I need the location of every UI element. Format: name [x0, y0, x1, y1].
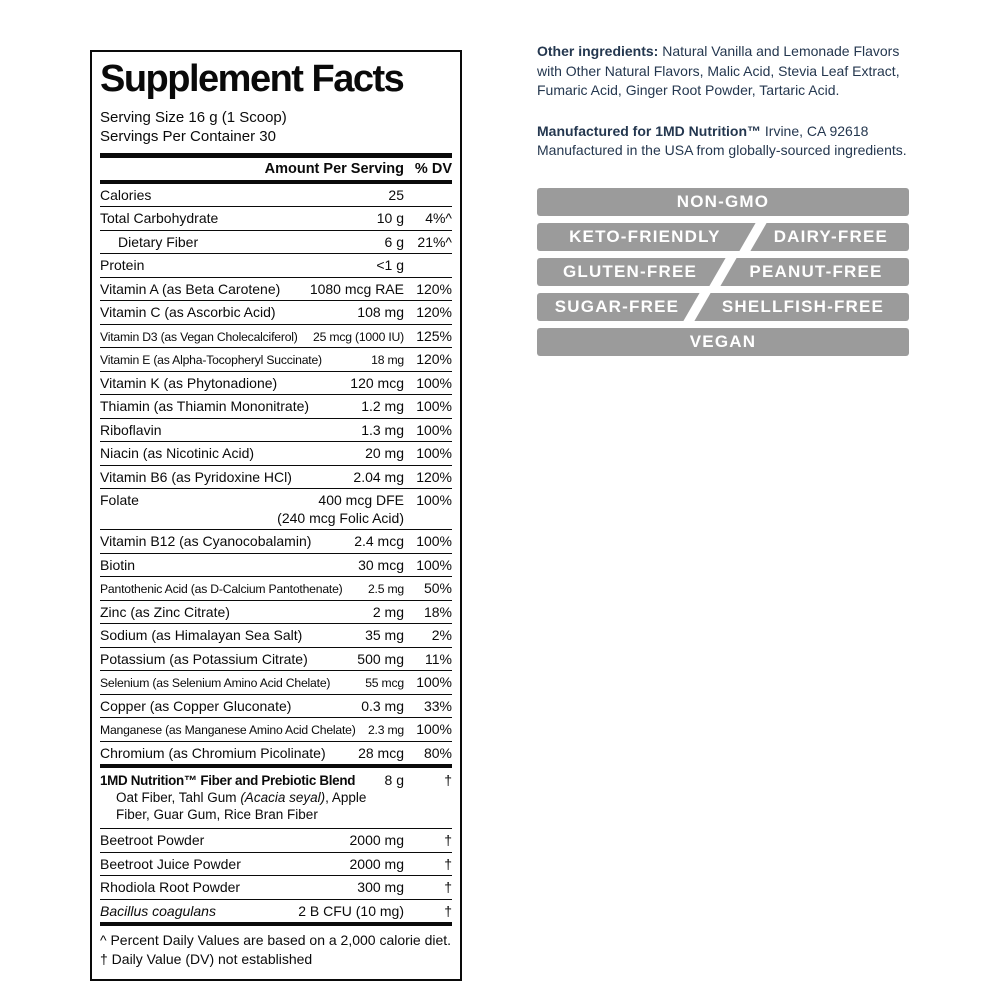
nutrient-amount	[365, 627, 404, 645]
badge-label-shellfish-free: SHELLFISH-FREE	[721, 296, 885, 316]
nutrient-name: Sodium (as Himalayan Sea Salt)	[100, 627, 303, 644]
nutrient-amount-main: 55 mcg	[365, 676, 404, 691]
nutrient-name: Manganese (as Manganese Amino Acid Chelate)	[100, 723, 356, 738]
nutrient-row	[100, 600, 452, 624]
nutrient-amount-main: 30 mcg	[358, 556, 404, 573]
nutrient-row	[100, 670, 452, 694]
nutrient-amount-main: 2.04 mg	[353, 468, 404, 485]
nutrient-name: Vitamin C (as Ascorbic Acid)	[100, 304, 276, 321]
nutrient-name: Zinc (as Zinc Citrate)	[100, 603, 230, 620]
badge-label-peanut-free: PEANUT-FREE	[749, 261, 883, 281]
certification-badges	[537, 188, 909, 356]
nutrient-name: Vitamin E (as Alpha-Tocopheryl Succinate)	[100, 353, 322, 368]
nutrient-dv: 120%	[416, 351, 452, 368]
manufactured-for-bold: Manufactured for 1MD Nutrition™	[537, 122, 761, 139]
nutrient-name: Vitamin A (as Beta Carotene)	[100, 280, 281, 297]
badge-label-sugar-free: SUGAR-FREE	[554, 296, 680, 316]
serving-size: Serving Size 16 g (1 Scoop)	[100, 108, 287, 126]
nutrient-row	[100, 277, 452, 301]
nutrient-row	[100, 206, 452, 230]
nutrient-amount	[388, 187, 404, 205]
nutrient-amount	[376, 257, 404, 275]
nutrient-row	[100, 852, 452, 876]
nutrient-name: Vitamin K (as Phytonadione)	[100, 374, 278, 391]
other-ingredients-paragraph	[537, 42, 909, 101]
nutrient-amount-main: 0.3 mg	[361, 697, 404, 714]
nutrient-dv: 50%	[423, 580, 452, 597]
nutrient-row	[100, 418, 452, 442]
nutrient-amount: 2000 mg	[349, 855, 404, 872]
nutrient-name: Vitamin B6 (as Pyridoxine HCl)	[100, 468, 292, 485]
nutrient-amount: 2 B CFU (10 mg)	[298, 902, 404, 919]
nutrient-amount-main: 108 mg	[357, 304, 404, 321]
column-header-row	[100, 158, 452, 180]
nutrient-amount	[358, 745, 404, 763]
nutrient-row	[100, 875, 452, 899]
nutrient-name: Potassium (as Potassium Citrate)	[100, 650, 308, 667]
nutrient-dv: 11%	[425, 650, 452, 667]
nutrient-dv: 100%	[416, 721, 452, 738]
nutrient-amount: 2000 mg	[349, 832, 404, 849]
nutrient-row	[100, 441, 452, 465]
nutrient-amount	[357, 651, 404, 669]
blend-ingredients-latin: (Acacia seyal)	[240, 790, 326, 806]
blend-name: 1MD Nutrition™ Fiber and Prebiotic Blend	[100, 773, 356, 789]
nutrient-row	[100, 623, 452, 647]
nutrient-name: Total Carbohydrate	[100, 210, 219, 227]
nutrient-name: Biotin	[100, 556, 136, 573]
nutrient-dv: 80%	[423, 744, 452, 761]
nutrient-amount-main: 35 mg	[365, 627, 404, 644]
footnotes	[100, 926, 452, 969]
nutrient-name: Chromium (as Chromium Picolinate)	[100, 744, 326, 761]
nutrient-amount-main: 20 mg	[365, 445, 404, 462]
nutrient-dv: 100%	[416, 492, 452, 509]
badge-label-keto-friendly: KETO-FRIENDLY	[569, 226, 721, 246]
nutrient-amount	[371, 353, 404, 368]
nutrient-row	[100, 529, 452, 553]
nutrient-amount-main: 500 mg	[357, 650, 404, 667]
nutrient-dv: 100%	[416, 556, 452, 573]
nutrient-row	[100, 741, 452, 765]
blend-section	[100, 768, 452, 922]
nutrient-amount-main: 2.5 mg	[367, 582, 404, 597]
nutrient-name: Rhodiola Root Powder	[100, 879, 241, 896]
nutrient-row	[100, 371, 452, 395]
nutrient-name: Folate	[100, 492, 139, 509]
nutrient-row	[100, 899, 452, 923]
nutrient-amount	[365, 676, 404, 691]
nutrient-row	[100, 230, 452, 254]
badge-label: VEGAN	[689, 331, 757, 351]
nutrient-row	[100, 576, 452, 600]
nutrient-amount-main: 6 g	[384, 233, 404, 250]
nutrient-amount	[358, 557, 404, 575]
badge-keto-dairy	[537, 223, 909, 251]
nutrient-amount-main: 10 g	[376, 210, 404, 227]
manufactured-for-rest: Irvine, CA 92618	[761, 122, 869, 139]
nutrient-amount	[357, 304, 404, 322]
footnote-daily-values: ^ Percent Daily Values are based on a 2,000 calorie diet.	[100, 932, 452, 949]
nutrient-dv: 120%	[416, 280, 452, 297]
nutrient-amount-main: 28 mcg	[358, 744, 404, 761]
nutrient-dv: †	[444, 855, 452, 872]
nutrient-dv: 100%	[416, 398, 452, 415]
nutrient-name: Copper (as Copper Gluconate)	[100, 697, 292, 714]
nutrient-dv: 100%	[416, 674, 452, 691]
nutrient-name: Beetroot Juice Powder	[100, 855, 241, 872]
nutrient-amount	[361, 422, 404, 440]
nutrient-amount	[368, 723, 404, 738]
nutrient-dv: †	[444, 832, 452, 849]
nutrient-amount-main: 1.3 mg	[361, 421, 404, 438]
right-column	[537, 42, 909, 356]
nutrient-dv: 21%^	[417, 233, 452, 250]
nutrient-amount	[353, 469, 404, 487]
made-in-usa-line: Manufactured in the USA from globally-sourced ingredients.	[537, 142, 907, 159]
nutrient-name: Bacillus coagulans	[100, 902, 216, 919]
badge-label-gluten-free: GLUTEN-FREE	[562, 261, 698, 281]
nutrient-dv: 100%	[416, 374, 452, 391]
nutrient-amount-main: 2 mg	[372, 603, 404, 620]
nutrient-name: Niacin (as Nicotinic Acid)	[100, 445, 255, 462]
blend-row	[100, 768, 452, 790]
blend-ingredients	[100, 790, 388, 828]
nutrient-dv: 125%	[416, 327, 452, 344]
badge-sugar-shellfish	[537, 293, 909, 321]
nutrient-amount	[361, 398, 404, 416]
nutrient-row	[100, 465, 452, 489]
nutrient-amount-sub: (240 mcg Folic Acid)	[277, 509, 404, 526]
nutrient-amount-main: 1.2 mg	[361, 398, 404, 415]
nutrient-dv: 18%	[423, 603, 452, 620]
nutrient-row	[100, 717, 452, 741]
manufactured-for-line	[537, 123, 868, 139]
nutrient-name: Vitamin D3 (as Vegan Cholecalciferol)	[100, 329, 298, 344]
nutrient-amount	[277, 492, 404, 527]
blend-ingredients-pre: Oat Fiber, Tahl Gum	[116, 790, 241, 806]
nutrient-dv: †	[444, 879, 452, 896]
nutrient-amount-main: 2.3 mg	[367, 723, 404, 738]
nutrient-amount	[354, 533, 404, 551]
nutrient-row	[100, 553, 452, 577]
nutrient-amount	[385, 234, 404, 252]
other-ingredients-text: Natural Vanilla and Lemonade Flavors with Other Natural Flavors, Malic Acid, Stevia Leaf Extract, Fumaric Acid, Ginger Root Powder, Tartaric Acid.	[537, 43, 900, 99]
badge-label-dairy-free: DAIRY-FREE	[773, 226, 889, 246]
nutrient-name: Calories	[100, 186, 152, 203]
servings-per-container: Servings Per Container 30	[100, 128, 276, 146]
extra-rows	[100, 828, 452, 922]
nutrient-amount: 300 mg	[357, 879, 404, 896]
nutrient-name: Pantothenic Acid (as D-Calcium Pantothenate)	[100, 582, 343, 597]
badge-vegan	[537, 328, 909, 356]
nutrient-name: Beetroot Powder	[100, 832, 205, 849]
nutrient-dv: 2%	[431, 627, 452, 644]
nutrient-name: Thiamin (as Thiamin Mononitrate)	[100, 398, 310, 415]
other-ingredients-label: Other ingredients:	[537, 43, 659, 59]
nutrient-dv: 120%	[416, 304, 452, 321]
nutrient-dv: 120%	[416, 468, 452, 485]
nutrient-row	[100, 300, 452, 324]
badge-label: NON-GMO	[676, 191, 770, 211]
blend-ingredients-post: , Apple Fiber, Guar Gum, Rice Bran Fiber	[116, 790, 367, 823]
nutrient-amount	[373, 604, 404, 622]
nutrient-row	[100, 394, 452, 418]
nutrient-dv: 100%	[416, 533, 452, 550]
nutrient-amount-main: 25	[388, 186, 404, 203]
nutrient-rows	[100, 184, 452, 765]
nutrient-dv: 100%	[416, 421, 452, 438]
nutrient-row	[100, 324, 452, 348]
nutrient-row	[100, 647, 452, 671]
facts-title: Supplement Facts	[100, 58, 404, 100]
nutrient-name: Vitamin B12 (as Cyanocobalamin)	[100, 533, 312, 550]
nutrient-amount	[313, 330, 404, 345]
nutrient-name: Dietary Fiber	[118, 233, 199, 250]
footnote-dv-not-established: † Daily Value (DV) not established	[100, 951, 313, 968]
nutrient-amount-main: 1080 mcg RAE	[309, 280, 404, 297]
nutrient-amount	[350, 375, 404, 393]
nutrient-row	[100, 184, 452, 207]
dv-column-header: % DV	[414, 160, 452, 177]
blend-amount: 8 g	[384, 772, 404, 789]
nutrient-amount	[377, 210, 404, 228]
nutrient-amount-main: 400 mcg DFE	[318, 492, 404, 509]
nutrient-dv: †	[444, 902, 452, 919]
nutrient-row	[100, 253, 452, 277]
nutrient-row	[100, 347, 452, 371]
nutrient-amount	[368, 582, 404, 597]
nutrient-amount	[365, 445, 404, 463]
nutrient-row	[100, 694, 452, 718]
nutrient-amount-main: 2.4 mcg	[354, 533, 404, 550]
supplement-facts-panel	[90, 50, 462, 981]
nutrient-amount	[361, 698, 404, 716]
nutrient-amount-main: 120 mcg	[350, 374, 404, 391]
nutrient-dv: 100%	[416, 445, 452, 462]
nutrient-amount	[310, 281, 404, 299]
blend-dv: †	[444, 772, 452, 789]
nutrient-dv: 33%	[423, 697, 452, 714]
nutrient-name: Riboflavin	[100, 421, 162, 438]
nutrient-row	[100, 488, 452, 529]
nutrient-amount-main: 25 mcg (1000 IU)	[313, 329, 404, 344]
nutrient-amount-main: <1 g	[376, 257, 404, 274]
amount-column-header: Amount Per Serving	[264, 160, 404, 177]
nutrient-name: Selenium (as Selenium Amino Acid Chelate)	[100, 676, 331, 691]
nutrient-name: Protein	[100, 257, 145, 274]
nutrient-row	[100, 828, 452, 852]
badge-non-gmo	[537, 188, 909, 216]
manufacturer-paragraph	[537, 122, 909, 161]
nutrient-amount-main: 18 mg	[371, 353, 404, 368]
nutrient-dv: 4%^	[425, 210, 452, 227]
badge-gluten-peanut	[537, 258, 909, 286]
